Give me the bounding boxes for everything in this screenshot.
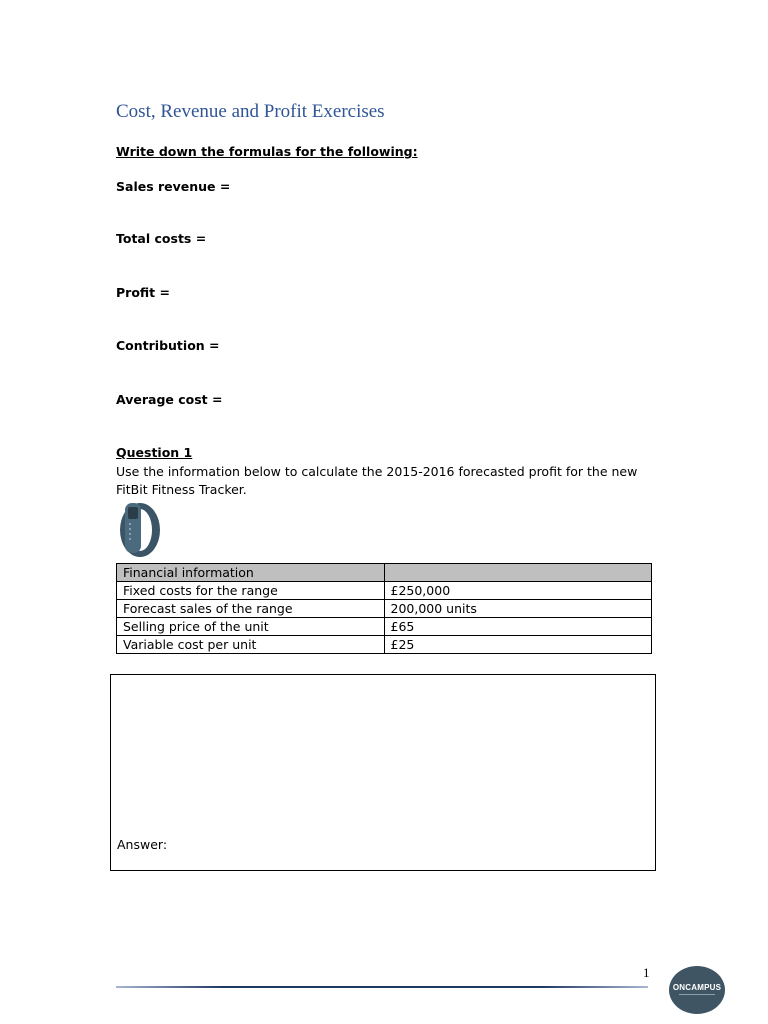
- table-cell-label: Fixed costs for the range: [117, 582, 385, 600]
- table-row: [117, 618, 652, 636]
- financial-info-table: [116, 563, 652, 654]
- table-row: [117, 636, 652, 654]
- instruction-heading: Write down the formulas for the following:: [116, 144, 418, 159]
- table-cell-label: Forecast sales of the range: [117, 600, 385, 618]
- fitness-tracker-icon: [116, 500, 166, 560]
- formula-average-cost: Average cost =: [116, 392, 223, 407]
- oncampus-logo: [669, 966, 725, 1014]
- table-header-row: [117, 564, 652, 582]
- table-cell-value: £25: [384, 636, 652, 654]
- page-number: 1: [643, 965, 650, 980]
- footer-divider: [116, 986, 648, 988]
- logo-underline: [679, 994, 715, 997]
- table-cell-value: £65: [384, 618, 652, 636]
- table-cell-label: Variable cost per unit: [117, 636, 385, 654]
- document-title: Cost, Revenue and Profit Exercises: [116, 101, 385, 122]
- answer-label: Answer:: [117, 837, 168, 852]
- table-row: [117, 600, 652, 618]
- question-heading: Question 1: [116, 445, 193, 460]
- table-cell-label: Selling price of the unit: [117, 618, 385, 636]
- table-cell-value: 200,000 units: [384, 600, 652, 618]
- formula-total-costs: Total costs =: [116, 231, 207, 246]
- table-cell-value: £250,000: [384, 582, 652, 600]
- table-header-cell: [384, 564, 652, 582]
- table-header-cell: Financial information: [117, 564, 385, 582]
- formula-contribution: Contribution =: [116, 338, 220, 353]
- formula-profit: Profit =: [116, 285, 170, 300]
- logo-text: ONCAMPUS: [672, 983, 722, 992]
- table-row: [117, 582, 652, 600]
- answer-box[interactable]: [110, 674, 656, 871]
- question-text: Use the information below to calculate the 2015-2016 forecasted profit for the new FitBit Fitness Tracker.: [116, 464, 638, 497]
- formula-sales-revenue: Sales revenue =: [116, 179, 231, 194]
